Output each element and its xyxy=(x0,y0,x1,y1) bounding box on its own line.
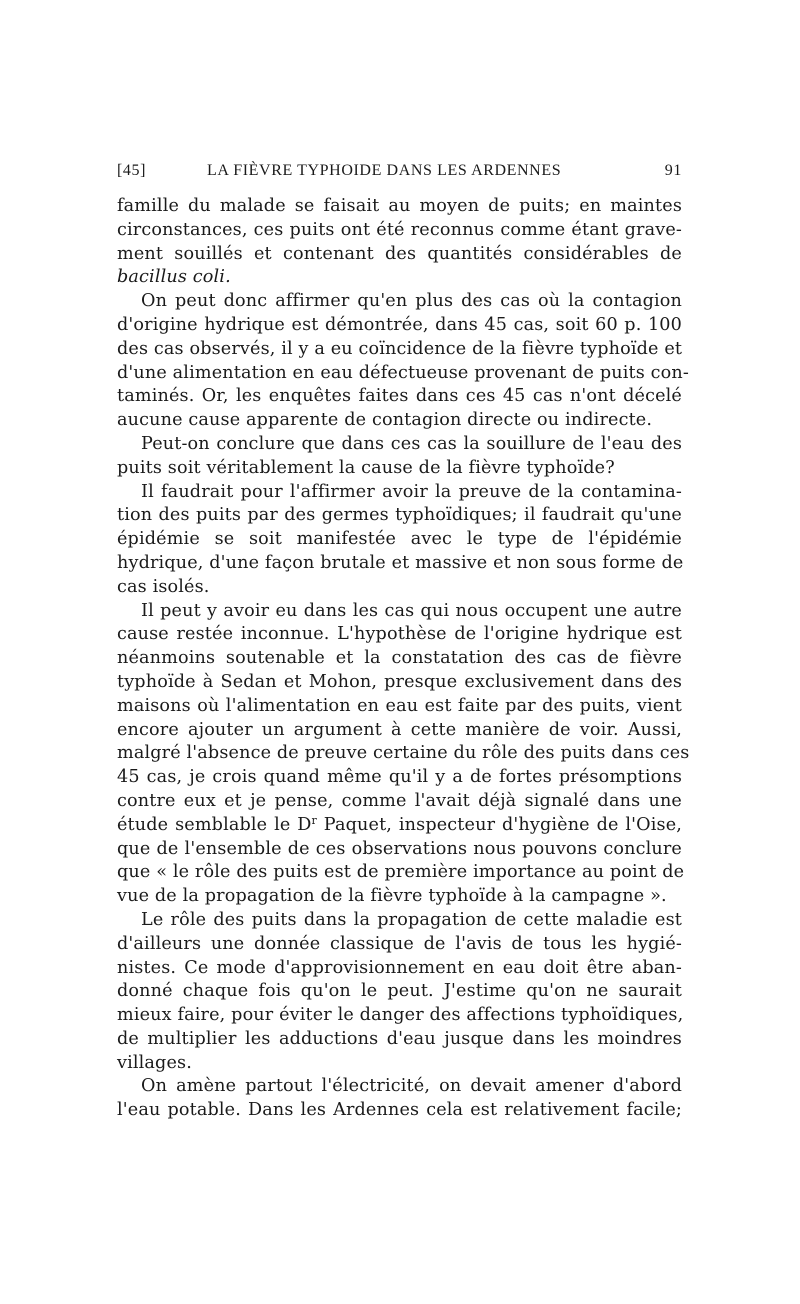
text-line: cause restée inconnue. L'hypothèse de l'origine hydrique est xyxy=(117,624,682,645)
text-line: ment souillés et contenant des quantités considérables de xyxy=(117,243,682,264)
body-text xyxy=(117,195,690,1123)
text-line: néanmoins soutenable et la constatation des cas de fièvre xyxy=(117,648,682,669)
text-line: On peut donc affirmer qu'en plus des cas où la contagion xyxy=(141,291,682,312)
text-line: famille du malade se faisait au moyen de puits; en maintes xyxy=(117,196,682,216)
text-line: tion des puits par des germes typhoïdiques; il faudrait qu'une xyxy=(117,505,682,526)
text-line: nistes. Ce mode d'approvisionnement en eau doit être aban- xyxy=(117,957,682,978)
text-line: donné chaque fois qu'on le peut. J'estime qu'on ne saurait xyxy=(117,981,682,1002)
text-line: l'eau potable. Dans les Ardennes cela est relativement facile; xyxy=(117,1100,682,1121)
text-line: Il peut y avoir eu dans les cas qui nous occupent une autre xyxy=(141,600,682,621)
text-line: 45 cas, je crois quand même qu'il y a de fortes présomptions xyxy=(117,767,682,788)
text-line: épidémie se soit manifestée avec le type de l'épidémie xyxy=(117,529,682,550)
text-line: d'une alimentation en eau défectueuse provenant de puits con- xyxy=(117,362,689,383)
text-line: puits soit véritablement la cause de la fièvre typhoïde? xyxy=(117,457,615,478)
page-number: 91 xyxy=(664,162,682,179)
running-header xyxy=(117,160,682,182)
text-line: contre eux et je pense, comme l'avait déjà signalé dans une xyxy=(117,790,682,811)
text-line: des cas observés, il y a eu coïncidence de la fièvre typhoïde et xyxy=(117,338,683,359)
text-line: encore ajouter un argument à cette manière de voir. Aussi, xyxy=(117,719,682,740)
text-line: cas isolés. xyxy=(117,576,210,597)
text-line: circonstances, ces puits ont été reconnus comme étant grave- xyxy=(117,219,682,240)
text-line: de multiplier les adductions d'eau jusque dans les moindres xyxy=(117,1028,682,1049)
text-fragment: étude semblable le D xyxy=(117,814,312,835)
text-line: d'origine hydrique est démontrée, dans 45 cas, soit 60 p. 100 xyxy=(117,314,682,335)
text-fragment: Paquet, inspecteur d'hygiène de l'Oise, xyxy=(316,814,683,835)
text-line: On amène partout l'électricité, on devait amener d'abord xyxy=(141,1076,682,1097)
superscript: r xyxy=(311,813,317,827)
text-line: malgré l'absence de preuve certaine du rôle des puits dans ces xyxy=(117,743,690,764)
text-line: maisons où l'alimentation en eau est faite par des puits, vient xyxy=(117,695,682,716)
text-line: aucune cause apparente de contagion directe ou indirecte. xyxy=(117,410,653,431)
text-line: villages. xyxy=(117,1052,192,1073)
text-line: Le rôle des puits dans la propagation de cette maladie est xyxy=(141,909,682,930)
text-line: Il faudrait pour l'affirmer avoir la preuve de la contamina- xyxy=(141,481,682,502)
text-line: bacillus coli. xyxy=(117,267,231,288)
text-line: taminés. Or, les enquêtes faites dans ces 45 cas n'ont décelé xyxy=(117,386,682,407)
running-title: LA FIÈVRE TYPHOIDE DANS LES ARDENNES xyxy=(207,162,562,179)
text-line: que de l'ensemble de ces observations nous pouvons conclure xyxy=(117,838,682,859)
text-line: typhoïde à Sedan et Mohon, presque exclusivement dans des xyxy=(117,671,682,692)
section-number: [45] xyxy=(117,162,147,179)
text-line: que « le rôle des puits est de première importance au point de xyxy=(117,862,685,883)
text-line: vue de la propagation de la fièvre typhoïde à la campagne ». xyxy=(117,886,667,907)
text-line: Peut-on conclure que dans ces cas la souillure de l'eau des xyxy=(141,433,682,454)
text-line: hydrique, d'une façon brutale et massive et non sous forme de xyxy=(117,552,684,573)
text-line: d'ailleurs une donnée classique de l'avis de tous les hygié- xyxy=(117,933,682,954)
text-line xyxy=(117,814,682,838)
text-line: mieux faire, pour éviter le danger des affections typhoïdiques, xyxy=(117,1005,684,1026)
